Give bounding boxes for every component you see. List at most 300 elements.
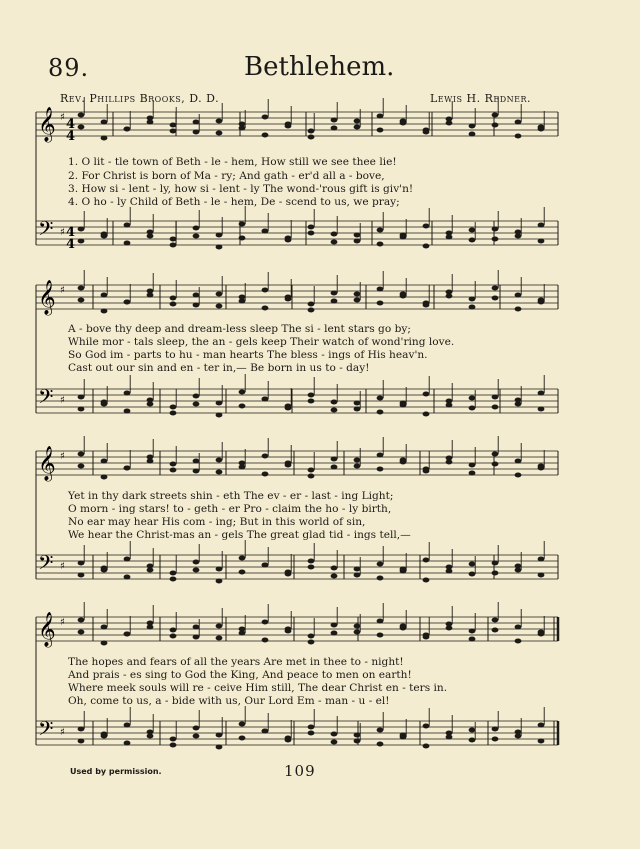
note-head (354, 292, 361, 297)
note-head (331, 631, 338, 636)
note-head (170, 628, 177, 633)
bass-clef-icon: 𝄢 (38, 217, 54, 245)
note-head (469, 629, 476, 634)
note-head (308, 731, 315, 736)
note-head (331, 732, 338, 737)
permission-note: Used by permission. (70, 767, 162, 776)
clef-symbols (38, 107, 65, 745)
note-head (308, 640, 315, 645)
lyric-line: So God im - parts to hu - man hearts The bless - ings of His heav'n. (68, 349, 428, 361)
note-head (78, 727, 85, 732)
note-head (377, 287, 384, 292)
note-head (377, 128, 384, 133)
note-head (423, 635, 430, 640)
note-head (262, 288, 269, 293)
note-head (515, 639, 522, 644)
note-head (262, 563, 269, 568)
note-head (78, 239, 85, 244)
note-head (170, 468, 177, 473)
sharp-key-signature: ♯ (60, 561, 65, 572)
note-head (469, 228, 476, 233)
note-head (308, 559, 315, 564)
note-head (147, 120, 154, 125)
note-head (354, 125, 361, 130)
note-head (262, 133, 269, 138)
note-head (147, 293, 154, 298)
note-head (308, 135, 315, 140)
note-head (446, 294, 453, 299)
note-head (354, 407, 361, 412)
note-head (446, 121, 453, 126)
note-head (285, 297, 292, 302)
treble-clef-icon: 𝄞 (38, 280, 56, 315)
note-head (239, 556, 246, 561)
note-head (216, 745, 223, 750)
note-head (469, 738, 476, 743)
note-head (492, 737, 499, 742)
note-head (170, 243, 177, 248)
lyric-line: Cast out our sin and en - ter in,— Be born in us to - day! (68, 362, 370, 374)
note-head (124, 632, 131, 637)
note-head (193, 726, 200, 731)
lyric-line: And prais - es sing to God the King, And peace to men on earth! (68, 669, 412, 681)
note-head (492, 286, 499, 291)
note-head (78, 618, 85, 623)
note-head (377, 576, 384, 581)
note-head (101, 475, 108, 480)
lyric-line: We hear the Christ-mas an - gels The great glad tid - ings tell,— (68, 529, 411, 541)
treble-clef-icon: 𝄞 (38, 446, 56, 481)
note-head (538, 391, 545, 396)
note-head (308, 725, 315, 730)
note-head (262, 638, 269, 643)
note-head (354, 239, 361, 244)
note-head (170, 577, 177, 582)
note-head (262, 729, 269, 734)
note-head (538, 464, 545, 469)
note-head (469, 297, 476, 302)
note-head (400, 733, 407, 738)
note-head (331, 408, 338, 413)
note-head (469, 406, 476, 411)
note-head (170, 462, 177, 467)
note-head (469, 728, 476, 733)
note-head (492, 405, 499, 410)
note-head (331, 232, 338, 237)
note-head (262, 397, 269, 402)
sharp-key-signature: ♯ (60, 617, 65, 628)
note-head (331, 291, 338, 296)
note-head (216, 567, 223, 572)
note-head (239, 222, 246, 227)
note-head (354, 119, 361, 124)
note-head (354, 739, 361, 744)
lyric-line: 1. O lit - tle town of Beth - le - hem, How still we see thee lie! (68, 156, 397, 168)
note-head (423, 744, 430, 749)
note-head (377, 633, 384, 638)
note-head (515, 293, 522, 298)
note-head (308, 565, 315, 570)
time-signature-bottom-bass: 4 (66, 237, 76, 252)
note-head (469, 238, 476, 243)
note-head (538, 739, 545, 744)
note-head (538, 407, 545, 412)
note-head (354, 458, 361, 463)
note-head (308, 129, 315, 134)
note-head (193, 625, 200, 630)
note-head (193, 635, 200, 640)
note-head (538, 223, 545, 228)
note-head (147, 734, 154, 739)
treble-clef-icon: 𝄞 (38, 107, 56, 142)
note-head (377, 242, 384, 247)
note-head (101, 136, 108, 141)
note-head (239, 722, 246, 727)
note-head (101, 120, 108, 125)
sharp-key-signature: ♯ (60, 727, 65, 738)
note-head (285, 572, 292, 577)
note-head (308, 231, 315, 236)
note-head (193, 394, 200, 399)
note-head (515, 398, 522, 403)
note-head (193, 293, 200, 298)
note-head (101, 400, 108, 405)
note-head (400, 292, 407, 297)
note-head (377, 619, 384, 624)
note-head (239, 390, 246, 395)
note-head (193, 560, 200, 565)
note-head (193, 734, 200, 739)
note-head (216, 401, 223, 406)
note-head (515, 730, 522, 735)
note-head (492, 395, 499, 400)
note-head (469, 396, 476, 401)
note-head (331, 457, 338, 462)
bass-clef-icon: 𝄢 (38, 717, 54, 745)
note-head (285, 629, 292, 634)
sharp-key-signature: ♯ (60, 227, 65, 238)
note-head (193, 226, 200, 231)
composer-credit: Lewis H. Redner. (430, 92, 531, 105)
note-head (78, 286, 85, 291)
note-head (147, 459, 154, 464)
note-head (216, 292, 223, 297)
note-head (308, 468, 315, 473)
note-head (170, 129, 177, 134)
note-head (331, 118, 338, 123)
note-head (78, 573, 85, 578)
lyric-line: No ear may hear His com - ing; But in this world of sin, (68, 516, 366, 528)
sharp-key-signature: ♯ (60, 112, 65, 123)
note-head (124, 557, 131, 562)
sharp-key-signature: ♯ (60, 395, 65, 406)
note-head (124, 223, 131, 228)
note-head (492, 113, 499, 118)
note-head (170, 634, 177, 639)
note-head (492, 571, 499, 576)
note-head (423, 224, 430, 229)
note-head (78, 298, 85, 303)
note-head (124, 391, 131, 396)
time-signature-top: 4 (66, 117, 76, 132)
note-head (446, 460, 453, 465)
note-head (331, 566, 338, 571)
note-head (515, 473, 522, 478)
note-head (469, 637, 476, 642)
note-head (331, 465, 338, 470)
note-head (354, 233, 361, 238)
note-head (400, 458, 407, 463)
note-head (124, 466, 131, 471)
note-head (170, 302, 177, 307)
note-head (193, 130, 200, 135)
note-head (400, 401, 407, 406)
hymn-title: Bethlehem. (244, 52, 395, 82)
note-head (216, 733, 223, 738)
note-head (469, 471, 476, 476)
note-head (377, 301, 384, 306)
note-head (538, 298, 545, 303)
note-head (377, 410, 384, 415)
note-head (423, 724, 430, 729)
note-head (423, 392, 430, 397)
lyric-line: O morn - ing stars! to - geth - er Pro - claim the ho - ly birth, (68, 503, 392, 515)
note-head (124, 409, 131, 414)
note-head (377, 453, 384, 458)
note-head (101, 232, 108, 237)
lyric-line: Oh, come to us, a - bide with us, Our Lord Em - man - u - el! (68, 695, 390, 707)
note-head (193, 469, 200, 474)
note-head (538, 723, 545, 728)
note-head (216, 579, 223, 584)
note-head (101, 309, 108, 314)
lyric-line: 3. How si - lent - ly, how si - lent - ly The wond-'rous gift is giv'n! (68, 183, 414, 195)
note-head (492, 296, 499, 301)
note-head (446, 735, 453, 740)
note-head (308, 474, 315, 479)
note-head (377, 742, 384, 747)
note-head (147, 402, 154, 407)
note-head (216, 458, 223, 463)
note-head (354, 733, 361, 738)
note-head (285, 406, 292, 411)
note-head (331, 240, 338, 245)
note-head (469, 463, 476, 468)
note-head (354, 401, 361, 406)
note-head (308, 399, 315, 404)
note-head (515, 625, 522, 630)
note-head (423, 130, 430, 135)
hymn-number: 89. (48, 54, 90, 82)
note-head (285, 463, 292, 468)
note-head (124, 127, 131, 132)
note-head (239, 404, 246, 409)
note-head (469, 572, 476, 577)
time-signature-bottom: 4 (66, 129, 76, 144)
note-head (101, 641, 108, 646)
note-head (423, 578, 430, 583)
page-number: 109 (284, 762, 316, 780)
note-head (101, 459, 108, 464)
note-head (492, 727, 499, 732)
note-head (124, 723, 131, 728)
note-head (400, 624, 407, 629)
note-head (492, 462, 499, 467)
note-head (101, 293, 108, 298)
note-head (216, 304, 223, 309)
note-head (239, 122, 246, 127)
note-head (78, 125, 85, 130)
note-head (262, 620, 269, 625)
note-head (170, 123, 177, 128)
note-head (377, 467, 384, 472)
note-head (78, 630, 85, 635)
note-head (124, 741, 131, 746)
note-head (446, 626, 453, 631)
note-head (515, 459, 522, 464)
note-head (354, 298, 361, 303)
note-head (124, 241, 131, 246)
note-head (377, 396, 384, 401)
note-head (262, 472, 269, 477)
note-head (423, 558, 430, 563)
note-head (331, 126, 338, 131)
note-head (492, 618, 499, 623)
note-head (331, 740, 338, 745)
note-head (216, 245, 223, 250)
bass-clef-icon: 𝄢 (38, 551, 54, 579)
note-head (492, 123, 499, 128)
note-head (400, 233, 407, 238)
note-head (285, 738, 292, 743)
note-head (354, 624, 361, 629)
note-head (492, 452, 499, 457)
note-head (262, 306, 269, 311)
note-head (216, 233, 223, 238)
note-head (354, 630, 361, 635)
note-head (515, 230, 522, 235)
lyric-line: 4. O ho - ly Child of Beth - le - hem, De - scend to us, we pray; (68, 196, 400, 208)
note-head (147, 568, 154, 573)
note-head (147, 625, 154, 630)
note-head (469, 124, 476, 129)
note-head (538, 239, 545, 244)
note-head (308, 634, 315, 639)
note-head (239, 570, 246, 575)
note-head (239, 627, 246, 632)
note-head (239, 736, 246, 741)
note-head (423, 412, 430, 417)
note-head (400, 567, 407, 572)
note-head (193, 402, 200, 407)
note-head (377, 728, 384, 733)
note-head (78, 407, 85, 412)
note-head (101, 625, 108, 630)
note-head (538, 573, 545, 578)
note-head (101, 566, 108, 571)
lyric-line: A - bove thy deep and dream-less sleep The si - lent stars go by; (68, 323, 411, 335)
note-head (262, 454, 269, 459)
note-head (216, 470, 223, 475)
note-head (469, 562, 476, 567)
lyric-line: Yet in thy dark streets shin - eth The ev - er - last - ing Light; (68, 490, 394, 502)
note-head (492, 628, 499, 633)
treble-clef-icon: 𝄞 (38, 612, 56, 647)
note-head (285, 124, 292, 129)
note-head (170, 571, 177, 576)
note-head (216, 119, 223, 124)
note-head (515, 564, 522, 569)
note-head (170, 405, 177, 410)
lyric-line: While mor - tals sleep, the an - gels keep Their watch of wond'ring love. (68, 336, 455, 348)
note-head (193, 568, 200, 573)
note-head (170, 296, 177, 301)
note-head (170, 737, 177, 742)
sharp-key-signature: ♯ (60, 285, 65, 296)
note-head (492, 227, 499, 232)
note-head (193, 234, 200, 239)
note-head (124, 575, 131, 580)
note-head (78, 227, 85, 232)
note-head (354, 573, 361, 578)
note-head (308, 308, 315, 313)
lyric-line: 2. For Christ is born of Ma - ry; And gath - er'd all a - bove, (68, 170, 385, 182)
note-head (446, 235, 453, 240)
note-head (446, 403, 453, 408)
note-head (538, 630, 545, 635)
note-head (308, 225, 315, 230)
note-head (216, 636, 223, 641)
note-head (423, 469, 430, 474)
note-head (331, 623, 338, 628)
note-head (101, 732, 108, 737)
note-head (78, 739, 85, 744)
note-head (423, 244, 430, 249)
note-head (262, 115, 269, 120)
lyric-line: The hopes and fears of all the years Are met in thee to - night! (68, 656, 404, 668)
note-head (78, 395, 85, 400)
note-head (78, 561, 85, 566)
note-head (446, 569, 453, 574)
note-head (538, 125, 545, 130)
note-head (78, 452, 85, 457)
sharp-key-signature: ♯ (60, 451, 65, 462)
author-credit: Rev. Phillips Brooks, D. D. (60, 92, 220, 105)
note-head (193, 120, 200, 125)
note-head (78, 113, 85, 118)
note-head (331, 400, 338, 405)
note-head (216, 413, 223, 418)
note-head (78, 464, 85, 469)
note-head (515, 120, 522, 125)
note-head (262, 229, 269, 234)
note-head (377, 228, 384, 233)
note-head (377, 114, 384, 119)
note-head (492, 561, 499, 566)
note-head (469, 132, 476, 137)
note-head (170, 237, 177, 242)
note-head (469, 305, 476, 310)
note-head (239, 295, 246, 300)
note-head (216, 624, 223, 629)
note-head (193, 459, 200, 464)
note-head (308, 393, 315, 398)
note-head (285, 238, 292, 243)
note-head (331, 299, 338, 304)
note-head (193, 303, 200, 308)
note-head (239, 236, 246, 241)
note-head (515, 134, 522, 139)
